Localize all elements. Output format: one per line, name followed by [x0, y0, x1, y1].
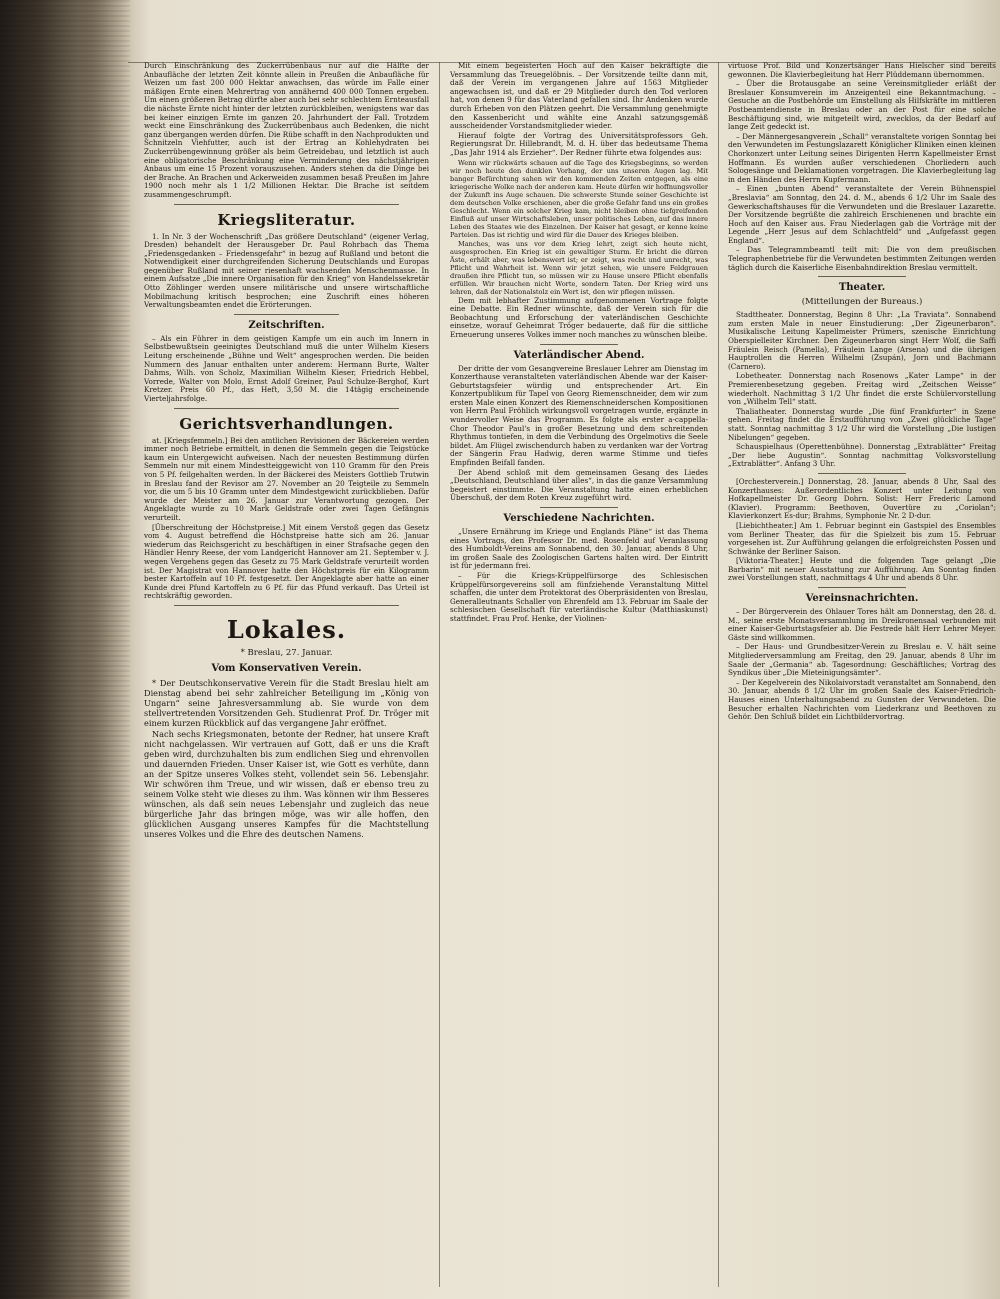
subsection-heading-zeitschriften: Zeitschriften. [248, 319, 325, 331]
section-divider [818, 473, 906, 474]
bunter-abend-text: – Einen „bunten Abend“ veranstaltete der Verein Bühnenspiel „Breslavia“ am Sonntag, den 24. d. M., abends 6 1/2 Uhr im Saale des Gewerkschaftshauses für die Verwundeten und die Breslauer Lazarette. Der Vorsitzende begrüßte die zahlreich Erschienenen und brachte ein Hoch auf den Kaiser aus. Frau Niederlagen gab die Vorträge mit der Legende „Herr Jesus auf dem Schlachtfeld“ und „Aufgefasst gegen England“. [728, 184, 996, 245]
rede-text: Wenn wir rückwärts schauen auf die Tage des Kriegsbeginns, so werden wir noch heute den dunklen Vorhang, der uns unseren Augen lag. Mit banger Befürchtung sahen wir den kommenden Zeiten entgegen, als eine kriegerische Wolke nach der anderen kam. Heute dürfen wir hoffnungsvoller der Zukunft ins Auge schauen. Die schwerste Stunde seiner Geschichte ist dem deutschen Volke erschienen, aber die große Gefahr fand uns ein großes Geschlecht. Wenn ein solcher Krieg kam, nicht bleiben ohne tiefgreifenden Einfluß auf unser Wirtschaftsleben, unser politisches Leben, auf das innere Leben des Staates wie des Einzelnen. Der Kaiser hat gesagt, er kenne keine Parteien. Das ist richtig und wird für die Dauer des Krieges bleiben. [450, 158, 708, 239]
column-3 [728, 62, 996, 1287]
lobetheater-text: Lobetheater. Donnerstag nach Rosenows „Kater Lampe“ in der Premierenbesetzung gegeben. Freitag wird „Zeitschen Weisse“ wiederholt. Nachmittag 3 1/2 Uhr findet die erste Schülervorstellung von „Wilhelm Tell“ statt. [728, 371, 996, 407]
section-heading-gerichtsverhandlungen: Gerichtsverhandlungen. [179, 414, 394, 433]
notices-text: – Über die Brotausgabe an seine Vereinsmitglieder erläßt der Breslauer Konsumverein im Anzeigenteil eine Bekanntmachung. – Gesuche an die Postbehörde um Einstellung als Hilfskräfte im mittleren Postbeamtendienste in Breslau oder an der Post für eine solche Beschäftigung sind, wie mitgeteilt wird, zwecklos, da der Bedarf auf lange Zeit gedeckt ist. [728, 79, 996, 132]
book-binding-edge [0, 0, 130, 1299]
section-divider [174, 204, 399, 205]
section-divider [540, 507, 618, 508]
section-divider [540, 344, 618, 345]
telegramm-text: – Das Telegrammbeamtl teilt mit: Die von dem preußischen Telegraphenbetriebe für die Verwundeten bestimmten Zeitungen werden täglich durch die Kaiserliche Eisenbahndirektion Breslau vermittelt. [728, 245, 996, 272]
dateline: * Breslau, 27. Januar. [240, 647, 333, 658]
section-divider [818, 276, 906, 277]
theater-subheading: (Mitteilungen der Bureaus.) [801, 297, 923, 308]
section-heading-theater: Theater. [838, 282, 886, 294]
verschiedenes-text: „Unsere Ernährung im Kriege und Englands Pläne“ ist das Thema eines Vortrags, den Professor Dr. med. Rosenfeld auf Veranlassung des Humboldt-Vereins am Sonnabend, den 30. Januar, abends 8 Uhr, im großen Saale des Zoologischen Gartens halten wird. Der Eintritt ist für jedermann frei. [450, 527, 708, 571]
column-2 [450, 62, 708, 1287]
section-heading-vereinsnachrichten: Vereinsnachrichten. [805, 593, 919, 605]
thaliatheater-text: Thaliatheater. Donnerstag wurde „Die fünf Frankfurter“ in Szene gehen. Freitag findet die Erstaufführung von „Zwei glückliche Tage“ statt. Sonntag nachmittag 3 1/2 Uhr wird die Vorstellung „Die lustigen Nibelungen“ gegeben. [728, 406, 996, 442]
newspaper-page [128, 62, 996, 1292]
gericht-text: at. [Kriegsfemmeln.] Bei den amtlichen Revisionen der Bäckereien werden immer noch Betriebe ermittelt, in denen die Semmeln gegen die Teigstücke kaum ein Untergewicht aufweisen. Nach der neuesten Bestimmung dürfen Semmeln nur mit einem Mindestteiggewicht von 110 Gramm für den Preis von 5 Pf. feilgehalten werden. In der Bäckerei des Meisters Gottlieb Trutwin in Breslau fand der Revisor am 27. November an 20 Teigteile zu Semmeln vor, die um 5 bis 10 Gramm unter dem Mindestgewicht zurückblieben. Dafür wurde der Meister am 26. Januar zur Verantwortung gezogen. Der Angeklagte wurde zu 10 Mark Geldstrafe oder zwei Tagen Gefängnis verurteilt. [144, 435, 429, 522]
section-divider [234, 314, 339, 315]
verschiedenes-text-2: – Für die Kriegs-Krüppelfürsorge des Schlesischen Krüppelfürsorgevereins soll am fünfziehende Veranstaltung Mittel schaffen, die unter dem Protektorat des Oberpräsidenten von Breslau, Generalleutnants Schaller von Ehrenfeld am 13. Februar im Saale der schlesischen Gesellschaft für vaterländische Kultur (Matthiaskunst) stattfindet. Frau Prof. Henke, der Violinen- [450, 570, 708, 623]
schauspielhaus-text: Schauspielhaus (Operettenbühne). Donnerstag „Extrablätter“ Freitag „Der liebe Augustin“. Sonntag nachmittag Volksvorstellung „Extrablätter“. Anfang 3 Uhr. [728, 442, 996, 469]
column-rule [439, 62, 440, 1287]
konservativ-text-2: Nach sechs Kriegsmonaten, betonte der Redner, hat unsere Kraft nicht nachgelassen. Wir vertrauen auf Gott, daß er uns die Kraft geben wird, durchzuhalten bis zum endlichen Sieg und ehrenvollen und dauernden Frieden. Unser Kaiser ist, wie Gott es verhüte, dann an der Spitze unseres Volkes steht, vollendet sein 56. Lebensjahr. Wir schwören ihm Treue, und wir wissen, daß er ebenso treu zu seinem Volke steht wie dieses zu ihm. Was können wir ihm Besseres wünschen, als daß sein neues Lebensjahr und zugleich das neue bürgerliche Jahr das bringen möge, was wir alle hoffen, den glücklichen Ausgang unseres Kampfes für die Machtstellung unseres Volkes und die Ehre des deutschen Namens. [144, 728, 429, 839]
lead-paragraph: Durch Einschränkung des Zuckerrübenbaus nur auf die Hälfte der Anbaufläche der letzten Zeit könnte allein in Preußen die Anbaufläche für Weizen um fast 200 000 Hektar anwachsen, das würde im Falle einer mäßigen Ernte einen Mehrertrag von annähernd 400 000 Tonnen ergeben. Um einen größeren Betrag dürfte aber auch bei sehr schlechtem Ernteausfall die nächste Ernte nicht hinter der letzten zurückbleiben, wenigstens war das bei keiner einzigen Ernte im ganzen 20. Jahrhundert der Fall. Trotzdem weckt eine Einschränkung des Zuckerrübenbaus auch Bedenken, die nicht ganz übergangen werden dürfen. Die Rübe schafft in den Nachprodukten und Schnitzeln Viehfutter, auch ist der Ertrag an Kohlehydraten bei Zuckerrübengewinnung größer als beim Getreidebau, und letztlich ist auch eine obligatorische Beschränkung eine Verminderung des nächstjährigen Anbaus um eine 15 Prozent vorauszusehen. Anders stehen da die Dinge bei der Brache. An Brachen und Ackerweiden zusammen besaß Preußen im Jahre 1900 noch mehr als 1 1/2 Millionen Hektar. Die Brache ist seitdem zusammengeschrumpft. [144, 62, 429, 199]
section-heading-kriegsliteratur: Kriegsliteratur. [217, 210, 356, 229]
viktoria-theater-text: [Viktoria-Theater.] Heute und die folgenden Tage gelangt „Die Barbarin“ mit neuer Ausstattung zur Aufführung. Am Sonntag finden zwei Vorstellungen statt, nachmittags 4 Uhr und abends 8 Uhr. [728, 556, 996, 583]
vaterland-text-2: Der Abend schloß mit dem gemeinsamen Gesang des Liedes „Deutschland, Deutschland über alles“, in das die ganze Versammlung begeistert einstimmte. Die Veranstaltung hatte einen erheblichen Überschuß, der dem Roten Kreuz zugeführt wird. [450, 467, 708, 503]
maennergesang-text: – Der Männergesangverein „Schall“ veranstaltete vorigen Sonntag bei den Verwundeten im Festungslazarett Königlicher Kliniken einen kleinen Chorkonzert unter Leitung seines Dirigenten Herrn Kapellmeister Ernst Hoffmann. Es wurden außer verschiedenen Chorliedern auch Sologesänge und Deklamationen vorgetragen. Die Klavierbegleitung lag in den Händen des Herrn Kupfermann. [728, 131, 996, 184]
column-rule [718, 62, 719, 1287]
vortrag-text: Hierauf folgte der Vortrag des Universitätsprofessors Geh. Regierungsrat Dr. Hillebrandt, M. d. H. über das bedeutsame Thema „Das Jahr 1914 als Erzieher“. Der Redner führte etwa folgendes aus: [450, 130, 708, 157]
section-divider [174, 605, 399, 606]
column-1 [144, 62, 429, 1287]
gericht-text-2: [Überschreitung der Höchstpreise.] Mit einem Verstoß gegen das Gesetz vom 4. August betreffend die Höchstpreise hatte sich am 26. Januar wiederum das Reichsgericht zu beschäftigen in einer Strafsache gegen den Händler Henry Reese, der vom Landgericht Hannover am 21. September v. J. wegen Vergehens gegen das Gesetz zu 75 Mark Geldstrafe verurteilt worden ist. Der Magistrat von Hannover hatte den Höchstpreis für ein Kilogramm bester Kartoffeln auf 10 Pf. festgesetzt. Der Angeklagte aber hatte an einer Kunde drei Pfund Kartoffeln zu 6 Pf. für das Pfund verkauft. Das Urteil ist rechtskräftig geworden. [144, 522, 429, 601]
virtuose-text: virtuose Prof. Bild und Konzertsänger Hans Hielscher sind bereits gewonnen. Die Klavierbegleitung hat Herr Plüddemann übernommen. [728, 62, 996, 79]
konservativ-text: * Der Deutschkonservative Verein für die Stadt Breslau hielt am Dienstag abend bei sehr zahlreicher Beteiligung im „König von Ungarn“ seine Jahresversammlung ab. Sie wurde von dem stellvertretenden Vorsitzenden Geh. Studienrat Prof. Dr. Tröger mit einem kurzen Rückblick auf das vergangene Jahr eröffnet. [144, 677, 429, 728]
zeitschriften-text: – Als ein Führer in dem geistigen Kampfe um ein auch im Innern in Selbstbewußtsein geeinigtes Deutschland muß die unter Wilhelm Kiesers Leitung erscheinende „Bühne und Welt“ angesprochen werden. Die beiden Nummern des Januar enthalten unter anderem: Hermann Burte, Walter Dahms, Wilh. von Scholz, Maximilian Wilhelm Kieser, Friedrich Hebbel, Vorrede, Walter von Molo, Ernst Adolf Greiner, Paul Schulze-Berghof, Kurt Kretzer. Preis 60 Pf., das Heft, 3,50 M. die 14tägig erscheinende Vierteljahrsfolge. [144, 333, 429, 403]
section-divider [818, 587, 906, 588]
vaterland-text: Der dritte der vom Gesangvereine Breslauer Lehrer am Dienstag im Konzerthause veranstalteten vaterländischen Abende war der Kaiser-Geburtstagsfeier würdig und entsprechender Art. Ein Konzertpublikum für Tapel von Georg Riemenschneider, dem wir zum ersten Male einen Konzert des Riemenschneiderschen Kompositionen von Herrn Paul Fröhlich wirkungsvoll vorgetragen wurde, ergänzte in wundervoller Weise das Programm. Es folgte als erster a-cappella-Chor Theodor Paul's in großer Besetzung und dem schreitenden Rhythmus tontiefen, in dem die Verbindung des Orgelmotivs die Seele bildet. Am Flügel zwischendurch haben zu verdanken war der Vortrag der Sängerin Frau Hadwig, deren warme Stimme und tiefes Empfinden Beifall fanden. [450, 363, 708, 468]
liebichtheater-text: [Liebichtheater.] Am 1. Februar beginnt ein Gastspiel des Ensembles vom Berliner Theater, das für die Spielzeit bis zum 15. Februar vorgesehen ist. Zur Aufführung gelangen die erfolgreichsten Possen und Schwänke der Berliner Saison. [728, 520, 996, 556]
section-heading-lokales: Lokales. [226, 614, 347, 644]
article-heading-konservativer-verein: Vom Konservativen Verein. [211, 662, 362, 674]
vereins-text-3: – Der Kegelverein des Nikolaivorstadt veranstaltet am Sonnabend, den 30. Januar, abends 8 1/2 Uhr im großen Saale des Kaiser-Friedrich-Hauses einen Unterhaltungsabend zu Gunsten der Verwundeten. Die Besucher erhalten Nachrichten vom Liederkranz und Beethoven zu Gehör. Den Schluß bildet ein Lichtbildervortrag. [728, 677, 996, 722]
vereins-text: – Der Bürgerverein des Ohlauer Tores hält am Donnerstag, den 28. d. M., seine erste Monatsversammlung im Dreikronensaal verbunden mit einer Kaiser-Geburtstagsfeier ab. Die Festrede hält Herr Lehrer Meyer. Gäste sind willkommen. [728, 607, 996, 642]
orchesterverein-text: [Orchesterverein.] Donnerstag, 28. Januar, abends 8 Uhr, Saal des Konzerthauses: Außerordentliches Konzert unter Leitung von Hofkapellmeister Dr. Georg Dohrn. Solist: Herr Frederic Lamond (Klavier). Programm: Beethoven, Ouvertüre zu „Coriolan“; Klavierkonzert Es-dur; Brahms, Symphonie Nr. 2 D-dur. [728, 476, 996, 521]
stadttheater-text: Stadttheater. Donnerstag, Beginn 8 Uhr: „La Traviata“. Sonnabend zum ersten Male in neuer Einstudierung: „Der Zigeunerbaron“. Musikalische Leitung Kapellmeister Prümers, szenische Einrichtung Oberspielleiter Kirchner. Den Zigeunerbaron singt Herr Wolf, die Saffi Fräulein Reisch (Pamella), Fräulein Lange (Arsena) und die übrigen Hauptrollen die Herren Wilhelmi (Zsupán), Jorn und Bachmann (Carnero). [728, 310, 996, 371]
kriegsliteratur-text: 1. In Nr. 3 der Wochenschrift „Das größere Deutschland“ (eigener Verlag, Dresden) behandelt der Herausgeber Dr. Paul Rohrbach das Thema „Friedensgedanken – Friedensgefahr“ in bezug auf Rußland und betont die Notwendigkeit einer durchgreifenden Sicherung Deutschlands und Europas gegenüber Rußland mit seiner riesenhaft wachsenden Menschenmasse. In einem Aufsatze „Die innere Organisation für den Krieg“ von Handelssekretär Otto Zöhlinger werden unsere militärische und unsere wirtschaftliche Mobilmachung kritisch besprochen; eine Zuschrift eines höheren Verwaltungsbeamten endet die Erörterungen. [144, 231, 429, 310]
kaiser-text: Mit einem begeisterten Hoch auf den Kaiser bekräftigte die Versammlung das Treuegelöbnis. – Der Vorsitzende teilte dann mit, daß der Verein im vergangenen Jahre auf 1563 Mitglieder angewachsen ist, und daß er 29 Mitglieder durch den Tod verloren hat, von denen 9 für das Vaterland gefallen sind. Ihr Andenken wurde durch Erheben von den Plätzen geehrt. Die Versammlung genehmigte den Kassenbericht und wählte eine Anzahl satzungsgemäß ausscheidender Vorstandsmitglieder wieder. [450, 62, 708, 131]
vereins-text-2: – Der Haus- und Grundbesitzer-Verein zu Breslau e. V. hält seine Mitgliederversammlung am Freitag, den 29. Januar, abends 8 Uhr im Saale der „Germania“ ab. Tagesordnung: Geschäftliches; Vortrag des Syndikus über „Die Mieteinigungsämter“. [728, 642, 996, 678]
article-heading-vaterlaendischer-abend: Vaterländischer Abend. [513, 349, 645, 361]
section-divider [174, 408, 399, 409]
rede-text-3: Dem mit lebhafter Zustimmung aufgenommenen Vortrage folgte eine Debatte. Ein Redner wünschte, daß der Verein sich für die Beobachtung und Erforschung der vaterländischen Geschichte einsetze, worauf Geheimrat Tröger bedauerte, daß für die sittliche Erneuerung unseres Volkes immer noch manches zu wünschen bleibe. [450, 295, 708, 339]
rede-text-2: Manches, was uns vor dem Krieg lehrt, zeigt sich heute nicht, ausgesprochen. Ein Krieg ist ein gewaltiger Sturm. Er bricht die dürren Äste, erhält aber, was lebenswert ist; er zeigt, was recht und unrecht, was Pflicht und Wahrheit ist. Wenn wir jetzt sehen, wie unsere Feldgrauen draußen ihre Pflicht tun, so müssen wir zu Hause unsere Pflicht ebenfalls erfüllen. Wir brauchen nicht Worte, sondern Taten. Der Krieg wird uns lehren, daß der Nationalstolz ein Wert ist, den wir pflegen müssen. [450, 239, 708, 296]
article-heading-verschiedene-nachrichten: Verschiedene Nachrichten. [503, 513, 655, 524]
